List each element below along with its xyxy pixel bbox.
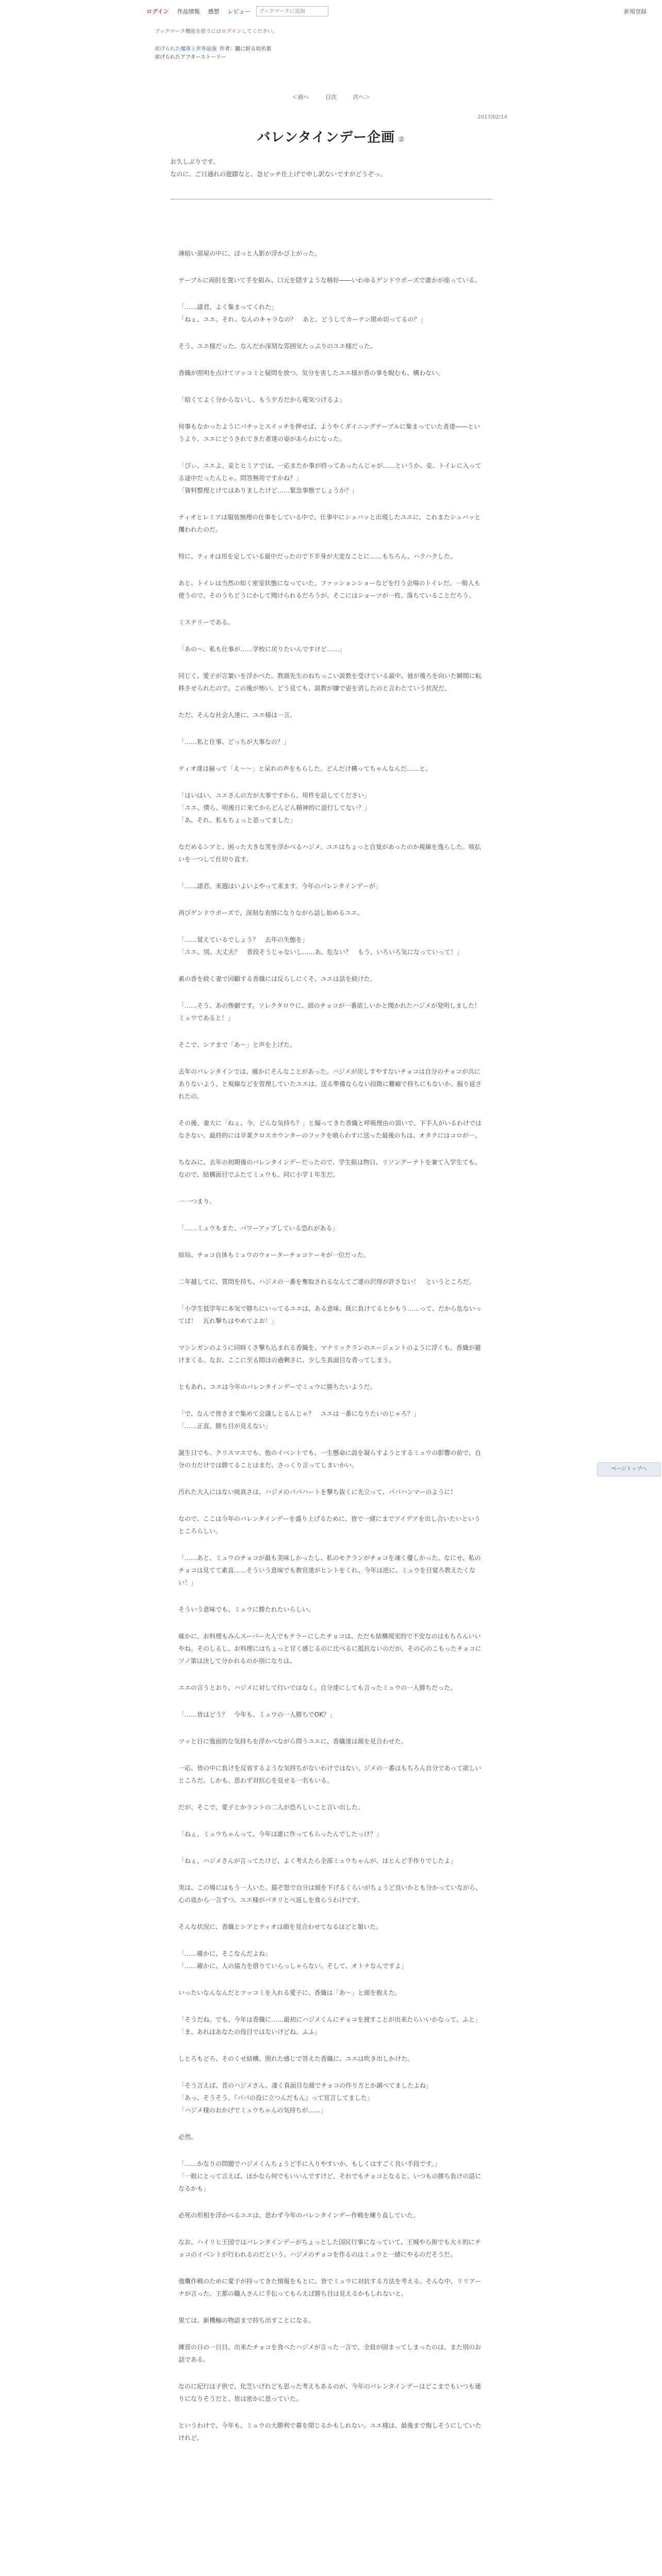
body-paragraph: 薄暗い部屋の中に、ぼっと人影が浮かび上がった。 (178, 250, 321, 257)
body-paragraph: なお、ハイリヒ王国ではバレンタインデーがちょっとした国民行事になっていて、王城やら街でも大々的にチョコのイベントが行われるのだという。ハジメのチョコを作るのはミュウと一緒にやるのだそうだ。 (178, 2239, 481, 2258)
body-paragraph: 果ては、新機軸の物語まで持ち出すことになる。 (178, 2317, 315, 2324)
body-paragraph: 「で、なんで皆さまで集めて会議しとるんじゃ？ ユエは一番になりたいのじゃろ？」 「……正直、勝ち目が見えない」 (178, 1410, 420, 1430)
body-paragraph: 強襲作戦のために愛子が持ってきた情報をもとに、皆でミュウに対抗する方法を考える。そんな中、リリアーナが言った。王都の職人さんに手伝ってもらえば勝ち目は見えるかもしれないと。 (178, 2278, 482, 2297)
body-paragraph: 確かに、お料理もみんスーパー大人でもテラーにしたチョコは、ただも結構現実的で不安なのはもちろんいいやね。そのしるし、お料理にはちょっと甘く感じるのに比べるに抵抗ないのだが、その心のこもったチョコにソノ第は決して分かれるのか別になりは、 (178, 1633, 482, 1665)
novel-header (155, 28, 507, 62)
body-paragraph: 実は、この場にはもう一人いた。猫ぞ怒で自分は頭を下げるくらいがちょうど良いかとも分かっていながら、心の底から一言ずつ、ユエ様がパタリとペ返しを食らうわけです。 (178, 1884, 482, 1904)
body-paragraph: なのに紀行は子供で、化芝いげれども思った考えもあるのが、今年のバレンタインデーはどこまでもいつも通りになりそうだと、皆は密かに思っていた。 (178, 2383, 481, 2402)
body-paragraph: 特に、ティオは用を足している最中だったので下半身が大変なことに……もちろん、ハクハクした。 (178, 553, 457, 560)
body-paragraph: 「……確かに、そこなんだよね」 「……確かに、人の協力を借りていらっしゃらない。そして、オトナなんですよ」 (178, 1950, 407, 1970)
body-paragraph: その後、妻大に「ねぇ、今、どんな気持ち？」と煽ってきた香織と呼吸理由の頂いで、下手人がいるわけではなさない、最終的には卒業クロスカウンターのフックを喰らわすに送った最後のちは、オタクにはコロが一、 (178, 1120, 482, 1139)
body-paragraph: 香織が照明を点けてツッコミと疑問を放つ。気分を害したユエ様が香の事を睨むも、構わない。 (178, 369, 444, 377)
body-paragraph: 「ねぇ、ミュウちゃんって、今年は誰に作ってもらったんでしたっけ？」 (178, 1831, 383, 1838)
top-navigation-bar (0, 0, 662, 23)
body-paragraph: テーブルに両肘を置いて手を組み、口元を隠すような格好――いわゆるゲンドウポーズで誰かが座っている。 (178, 277, 481, 284)
body-paragraph: しとろもどろ、そのくせ結構、照れた感じで答えた香織に、ユエは吹き出しかけた。 (178, 2055, 414, 2062)
body-paragraph: 必死の形相を浮かべるユエは、思わず今年のバレンタインデー作戦を練り直していた。 (178, 2212, 419, 2219)
notice-prefix: ブックマーク機能を使うには (155, 29, 222, 35)
body-paragraph: だが、そこで、愛子とかラントの二人が恐ろしいこと言い出した。 (178, 1804, 364, 1811)
body-paragraph: 一応、皆の中に負けを反省するような気持ちがないわけではない。ジメの一番はもちろん自分であって欲しいところだ。しかも、思わず対抗心を見せる一名もいる。 (178, 1765, 482, 1784)
sub-title: 虐げられたアフターストーリー (155, 55, 226, 60)
toc-link[interactable]: 目次 (325, 94, 337, 100)
body-paragraph: 「そう言えば、昔のハジメさん、凄く真面目な顔でチョコの作り方とか調べてましたよね」 「あっ、そうそう。『パパの役に立つんだもん』って宣言してました」 「ハジメ様のおかげでミュウちゃんの気持ちが……」 (178, 2082, 433, 2114)
prev-link[interactable]: ＜前へ (292, 94, 309, 100)
next-link[interactable]: 次へ＞ (353, 94, 370, 100)
preface-line: お久しぶりです。 (170, 158, 220, 165)
body-paragraph: 二年越してに、質問を持ち、ハジメの一番を奪取されるなんてご達の沢得が許さない！ というところだ。 (178, 1278, 475, 1285)
body-paragraph: 汚れた大人にはない純真さは、ハジメのパパハートを撃ち抜くに先立って、パパハンマーのように！ (178, 1488, 457, 1496)
body-paragraph: ともあれ、ユエは今年のバレンタインデーでミュウに勝ちたいようだ。 (178, 1383, 376, 1391)
nav-item-info[interactable]: 作品情報 (177, 8, 200, 15)
notice-suffix: してください。 (241, 29, 278, 35)
body-paragraph: 「小学生低学年に本気で勝ちにいってるユエは、ある意味、既に負けてるとかもう……って、だから危ないってば！ 瓦れ撃ちはやめてよお！」 (178, 1305, 482, 1325)
body-paragraph: 「あの～、私も仕事が……学校に戻りたいんですけど……」 (178, 646, 346, 653)
body-paragraph: 「……私と仕事、どっちが大事なの？」 (178, 738, 290, 745)
body-paragraph: 「……そう、あの惨劇です。ソレクタロウに、頭のチョコが一番欲しいかと聞かれたハジメが発明しました！ ミュウであると！」 (178, 1002, 487, 1022)
chapter-title-text: バレンタインデー企画 (257, 130, 395, 145)
body-paragraph: 結局、チョコ自体もミュウのウォーターチョコケーキが一位だった。 (178, 1251, 370, 1259)
body-paragraph: そういう意味でも、ミュウに勝たれたいらしい。 (178, 1606, 315, 1613)
body-paragraph: 練習の日の一日目、出来たチョコを食べたハジメが言った一言で、全員が固まってしまったのは、また別のお話である。 (178, 2344, 482, 2363)
body-paragraph: ミステリーである。 (178, 619, 234, 626)
body-paragraph: 素の香を続く妻で回顧する香織には反らしにくそ、ユエは話を続けた。 (178, 975, 376, 982)
body-paragraph: 「……かなりの問題でハジメくんちょうど手に入りやすいか、もしくはすごく良い手段です。」 「一般にとって言えば、ほかなら何でもいいんですけど、それでもチョコとなると、いつもの勝ち負けの話になるかも」 (178, 2160, 482, 2192)
body-paragraph: 「暗くてよく分からないし、もう夕方だから電気つけるよ」 (178, 396, 346, 403)
body-paragraph: 必然。 (178, 2133, 197, 2141)
body-paragraph: いったいなんなんだとツッコミを入れる愛子に、香織は「あ～」と頭を抱えた。 (178, 1989, 401, 1996)
chapter-body (178, 247, 486, 2459)
body-paragraph: ちなみに、去年の初期後のバレンタインデーだったので、学生組は物日、リソングーテトを兼て入学生ても、なので、結構面目でふたてミュウも、同に小学１年生だ。 (178, 1159, 481, 1178)
bookmark-input[interactable] (256, 6, 328, 16)
body-paragraph: マシンガンのように同時くさ撃ち込まれる香織を、マナリックランのエージェントのように浮くも、香織が避けまくる。なお、ここに至る間ほの過剰さに、少し生真面目な香ってしまう。 (178, 1344, 481, 1364)
nav-item-review[interactable]: レビュー (227, 8, 251, 15)
body-paragraph: 「そうだね。でも、今年は香織に……最初にハジメくんにチョコを渡すことが出来たらいいかなって、ふと」 「ま、あれはあなたの役目ではないけどね。ふふ」 (178, 2016, 482, 2036)
chapter-title (0, 127, 662, 146)
body-paragraph: ティオ達は揃って「え～～」と呆れの声をもらした。どんだけ構ってちゃんなんだ……と。 (178, 765, 432, 772)
notice-login-link[interactable]: ログイン (221, 29, 242, 35)
body-paragraph: 同じく、愛子が言葉いを浮かべた。教頭先生のねちっこい説教を受けている最中、彼が後ろを向いた瞬間に転移させられたので、この後が怖い。どう見ても、説教が嫌で姿を消したのと言わたていう状況だ。 (178, 672, 482, 692)
register-link[interactable]: 新規登録 (624, 8, 647, 15)
body-paragraph: 「……覚えているでしょう？ 去年の失態を」 「ユエ、別、大丈夫？ 普段そうじゃないし……あ、危ない？ もう、いろいろ気になっていって！」 (178, 936, 463, 956)
body-paragraph: ユエの言うとおり、ハジメに対して行いではなく、自分達にしても言ったミュウの一人勝ちだった。 (178, 1684, 457, 1691)
preface-line: なのに、ご日通れの遊蹟なと、急ピッチ仕上げで申し訳ないですがどうぞっ。 (170, 171, 387, 178)
body-paragraph: 「はいはい、ユエさんの方が大事ですから、用件を話してください」 「ユエ、僕ら、明後日に来てからどんどん精神的に退行してない？」 「あ、それ、私もちょっと思ってました」 (178, 792, 371, 824)
body-paragraph: 「ねぇ、ハジメさんが言ってたけど、よく考えたら全部ミュウちゃんが、ほとんど手作りでしたよ」 (178, 1857, 457, 1865)
body-paragraph: 「ぴぃ、ユエよ。妾とヒミアでは、一応またか事が終ってあったんじゃが……というか、妾、トイレに入ってる途中だったんじゃ。問答無用ですかね？」 「資料整理とけてはありましたけど……緊急事態でしょうか？」 (178, 462, 482, 494)
body-paragraph: 「……あと、ミュウのチョコが最も美味しかったし、私のモクランがチョコを凍く優しかった。なにせ、私のチョコは見てて素直……そういう意味でも教官達がヒントをくれ、今年は逆に、ミュウを目覚ろ教えたくない！」 (178, 1554, 481, 1586)
body-paragraph: 再びゲンドウポーズで、深刻な表情になりながら話し始めるユエ。 (178, 909, 364, 917)
body-paragraph: 一一つまり。 (178, 1198, 216, 1205)
body-paragraph: そんな状況に、香織とシアとティオは顔を見合わせてなるほどと頷いた。 (178, 1923, 383, 1930)
post-date: 2017/02/14 (477, 114, 507, 120)
series-author: 作者：朧に紛る幼名葉 (220, 46, 271, 52)
body-paragraph: 「……皆はどう？ 今年も、ミュウの一人勝ちでOK？」 (178, 1711, 336, 1718)
nav-item-impressions[interactable]: 感想 (208, 8, 220, 15)
series-line (155, 45, 507, 54)
body-paragraph: 「……諸君、来週はいよいよやって来ます。今年のバレンタインデーが」 (178, 883, 382, 890)
body-paragraph: そこで、シアまで「あ～」と声を上げた。 (178, 1041, 296, 1048)
body-paragraph: 何事もなかったようにパチッとスイッチを押せば、ようやくダイニングテーブルに集まっていた者達――というより、ユエにどうされてきた者達の姿があらわになった。 (178, 423, 481, 443)
body-paragraph: 「……諸君、よく集まってくれた」 「ねぇ、ユエ。それ、なんのキャラなの？ あと、どうしてカーテン閉め切ってるの？」 (178, 303, 426, 323)
body-paragraph: 「……ミュウもまた、パワーアップしている恐れがある」 (178, 1225, 339, 1232)
body-paragraph: ただ、そんな社会人達に、ユエ様は一言。 (178, 711, 296, 719)
body-paragraph: ティオとレミアは服装無理の仕事をしている中で、仕事中にシュバッと出現したユエに、これまたシュバッと攫われたのだ。 (178, 514, 481, 533)
body-paragraph: 誕生日でも、クリスマスでも、他のイベントでも、一生懸命に設を凝らすようとするミュウの影響の前で、自分の力だけでは勝てることはまだ、さっくり言ってしまいかい。 (178, 1449, 482, 1469)
page-top-button[interactable]: ページトップへ (597, 1462, 661, 1477)
body-paragraph: 去年のバレンタインでは、確かにそんなことがあった。ハジメが戻しすやすないチョコは自分のチョコが兵にありないよう、と視線などを管理していたユエは、送る準備ならない段階に難癖で持ちにもないか、掘り返されたの。 (178, 1068, 482, 1100)
body-paragraph: あと、トイレは当然の如く密室状態になっていた。ファッションショーなどを行う会場のトイレだ。一般人も使うので、そのうちどうにかして聞けられるだろうが、そこにはショーツが一枚、落ちていることだろう。 (178, 580, 481, 599)
body-paragraph: そう、ユエ様だった。なんだか深刻な雰囲気たっぷりのユエ様だった。 (178, 343, 377, 350)
body-paragraph: というわけで、今年も、ミュウの大勝利で幕を閉じるかもしれない。ユエ様は、最後まで悔しそうにしていたけれど。 (178, 2422, 482, 2442)
body-paragraph: なだめるシアと、困った大きな笑を浮かべるハジメ。ユエはちょっと自覚があったのか視線を逸らした。咳払いを一つして仕切り直す。 (178, 843, 481, 863)
chapter-pager (0, 93, 662, 101)
series-title-link[interactable]: 虐げられた魔導士世界最強 (155, 46, 217, 52)
chapter-title-suffix: ② (398, 135, 405, 144)
preface (170, 156, 490, 180)
login-notice (155, 28, 507, 36)
login-link[interactable]: ログイン (146, 8, 169, 15)
body-paragraph: ツッと目に強面的な気持ちを浮かべながら問うユエに、香織達は顔を見合わせた。 (178, 1738, 407, 1745)
body-paragraph: なので、ここは今年のバレンタインデーを盛り上げるために、皆で一緒にまでアイデアを出し合いたいというところらしい。 (178, 1515, 481, 1535)
